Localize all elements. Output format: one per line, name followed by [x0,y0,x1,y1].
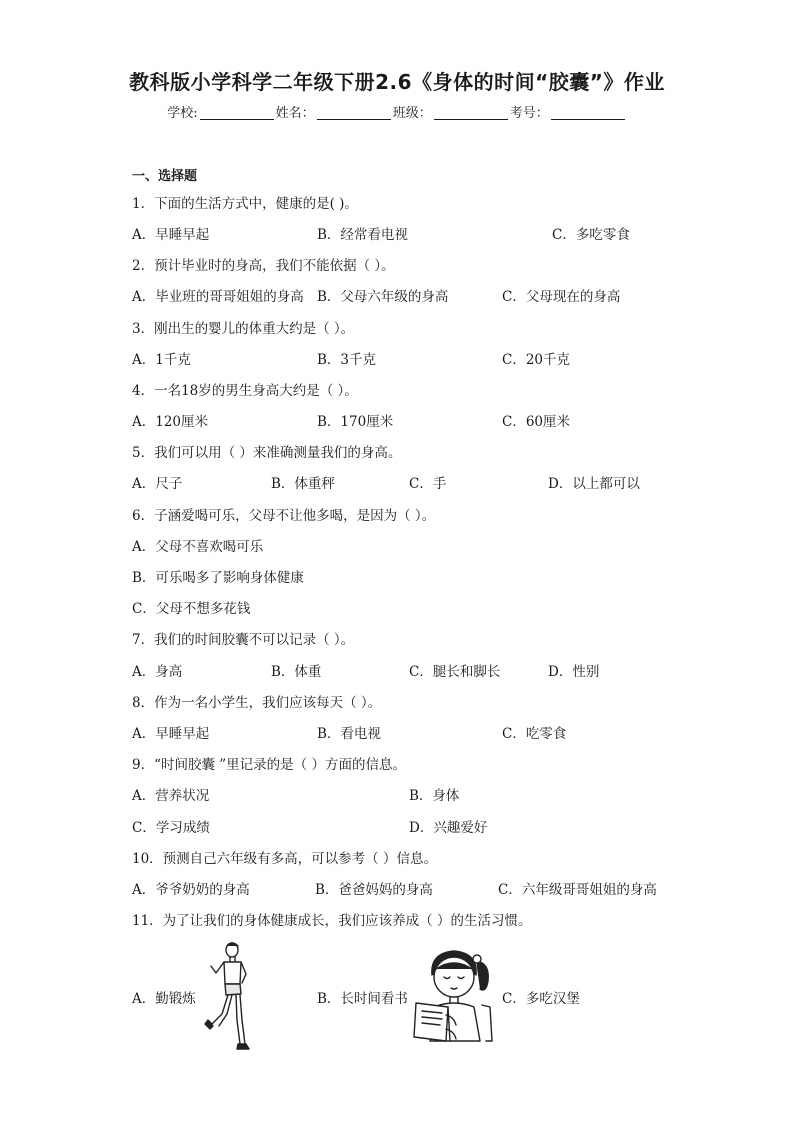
question-3-option-b[interactable]: B．3千克 [317,352,377,368]
question-2-option-a[interactable]: A．毕业班的哥哥姐姐的身高 [132,289,304,305]
question-4-option-c[interactable]: C．60厘米 [502,414,571,430]
question-10-option-b[interactable]: B．爸爸妈妈的身高 [315,882,433,898]
question-11-option-b[interactable]: B．长时间看书 [317,991,408,1007]
name-blank[interactable] [317,107,391,120]
question-3-option-c[interactable]: C．20千克 [502,352,571,368]
question-5-stem: 5．我们可以用（ ）来准确测量我们的身高。 [132,445,402,461]
question-7-option-d[interactable]: D．性别 [548,664,600,680]
question-1-option-b[interactable]: B．经常看电视 [317,227,408,243]
school-blank[interactable] [200,107,274,120]
question-7-stem: 7．我们的时间胶囊不可以记录（ ）。 [132,632,355,648]
question-10-option-a[interactable]: A．爷爷奶奶的身高 [132,882,250,898]
section-heading: 一、选择题 [132,169,198,184]
question-2-stem: 2．预计毕业时的身高，我们不能依据（ ）。 [132,258,395,274]
question-4-option-b[interactable]: B．170厘米 [317,414,394,430]
question-7-option-a[interactable]: A．身高 [132,664,183,680]
worksheet-title: 教科版小学科学二年级下册2.6《身体的时间“胶囊”》作业 [129,70,665,94]
question-2-option-b[interactable]: B．父母六年级的身高 [317,289,449,305]
question-5-option-d[interactable]: D．以上都可以 [548,476,640,492]
running-woman-illustration [200,940,260,1055]
question-11-option-c[interactable]: C．多吃汉堡 [502,991,580,1007]
question-4-stem: 4．一名18岁的男生身高大约是（ ）。 [132,383,358,399]
question-7-option-b[interactable]: B．体重 [271,664,322,680]
exam-number-blank[interactable] [551,107,625,120]
girl-reading-illustration [410,945,502,1045]
question-6-option-a[interactable]: A．父母不喜欢喝可乐 [132,539,264,555]
question-3-option-a[interactable]: A．1千克 [132,352,191,368]
question-8-option-c[interactable]: C．吃零食 [502,726,567,742]
question-7-option-c[interactable]: C．腿长和脚长 [409,664,501,680]
question-2-option-c[interactable]: C．父母现在的身高 [502,289,621,305]
question-8-option-a[interactable]: A．早睡早起 [132,726,210,742]
question-11-option-a[interactable]: A．勤锻炼 [132,991,196,1007]
question-1-stem: 1．下面的生活方式中，健康的是( )。 [132,196,358,212]
student-info-line [0,102,794,121]
question-8-stem: 8．作为一名小学生，我们应该每天（ ）。 [132,695,382,711]
question-9-option-a[interactable]: A．营养状况 [132,788,210,804]
question-9-stem: 9．“时间胶囊 ”里记录的是（ ）方面的信息。 [132,757,406,773]
question-9-option-c[interactable]: C．学习成绩 [132,820,210,836]
question-10-option-c[interactable]: C．六年级哥哥姐姐的身高 [498,882,657,898]
question-3-stem: 3．刚出生的婴儿的体重大约是（ ）。 [132,321,355,337]
question-1-option-c[interactable]: C．多吃零食 [552,227,630,243]
question-5-option-a[interactable]: A．尺子 [132,476,183,492]
question-6-option-b[interactable]: B．可乐喝多了影响身体健康 [132,570,304,586]
question-9-option-b[interactable]: B．身体 [409,788,460,804]
question-5-option-c[interactable]: C．手 [409,476,447,492]
question-8-option-b[interactable]: B．看电视 [317,726,381,742]
name-label: 姓名： [275,106,315,121]
school-label: 学校: [167,106,198,121]
question-4-option-a[interactable]: A．120厘米 [132,414,209,430]
question-6-option-c[interactable]: C．父母不想多花钱 [132,601,251,617]
question-5-option-b[interactable]: B．体重秤 [271,476,335,492]
class-blank[interactable] [434,107,508,120]
question-10-stem: 10．预测自己六年级有多高，可以参考（ ）信息。 [132,851,437,867]
question-9-option-d[interactable]: D．兴趣爱好 [409,820,488,836]
question-11-stem: 11．为了让我们的身体健康成长，我们应该养成（ ）的生活习惯。 [132,913,532,929]
class-label: 班级： [392,106,432,121]
question-6-stem: 6．子涵爱喝可乐，父母不让他多喝，是因为（ ）。 [132,508,436,524]
exam-number-label: 考号： [509,106,549,121]
question-1-option-a[interactable]: A．早睡早起 [132,227,210,243]
